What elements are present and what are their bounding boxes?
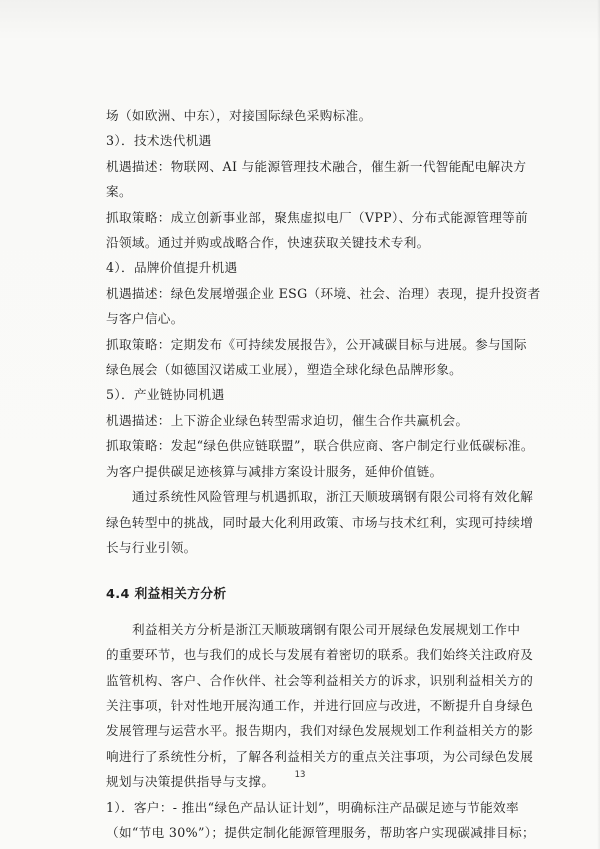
paragraph-line: 沿领域。通过并购或战略合作，快速获取关键技术专利。 xyxy=(106,235,430,251)
section-line: 的重要环节，也与我们的成长与发展有着密切的联系。我们始终关注政府及 xyxy=(106,647,534,663)
paragraph-line: 机遇描述：绿色发展增强企业 ESG（环境、社会、治理）表现，提升投资者 xyxy=(106,285,541,301)
section-line: 响进行了系统性分析，了解各利益相关方的重点关注事项，为公司绿色发展 xyxy=(106,748,534,764)
section-line: 关注事项，针对性地开展沟通工作，并进行回应与改进，不断提升自身绿色 xyxy=(106,697,534,713)
list-heading-brand: 4）．品牌价值提升机遇 xyxy=(106,260,238,276)
paragraph-line: 抓取策略：定期发布《可持续发展报告》，公开减碳目标与进展。参与国际 xyxy=(106,336,527,352)
section-line: 规划与决策提供指导与支撑。 xyxy=(106,774,275,790)
document-body xyxy=(106,103,541,845)
customer-line: （如“节电 30%”）；提供定制化能源管理服务，帮助客户实现碳减排目标； xyxy=(106,824,535,840)
page-number: 13 xyxy=(294,770,306,780)
paragraph-line: 场（如欧洲、中东），对接国际绿色采购标准。 xyxy=(106,108,372,123)
list-heading-supply-chain: 5）．产业链协同机遇 xyxy=(106,387,225,403)
customer-line: 1）．客户：- 推出“绿色产品认证计划”，明确标注产品碳足迹与节能效率 xyxy=(106,799,519,815)
paragraph-line: 机遇描述：物联网、AI 与能源管理技术融合，催生新一代智能配电解决方 xyxy=(106,158,527,174)
section-line: 监管机构、客户、合作伙伴、社会等利益相关方的诉求，识别利益相关方的 xyxy=(106,672,534,688)
summary-line: 长与行业引领。 xyxy=(106,539,197,555)
list-heading-tech: 3）．技术迭代机遇 xyxy=(106,133,212,149)
summary-line: 绿色转型中的挑战，同时最大化利用政策、市场与技术红利，实现可持续增 xyxy=(106,514,534,530)
paragraph-line: 案。 xyxy=(106,184,132,200)
summary-line: 通过系统性风险管理与机遇抓取，浙江天顺玻璃钢有限公司将有效化解 xyxy=(132,489,534,505)
section-heading: 4.4 利益相关方分析 xyxy=(106,587,227,603)
paragraph-line: 抓取策略：发起“绿色供应链联盟”，联合供应商、客户制定行业低碳标准。 xyxy=(106,438,534,454)
section-line: 发展管理与运营水平。报告期内，我们对绿色发展规划工作利益相关方的影 xyxy=(106,723,534,739)
paragraph-line: 与客户信心。 xyxy=(106,311,184,327)
paragraph-line: 绿色展会（如德国汉诺威工业展），塑造全球化绿色品牌形象。 xyxy=(106,362,463,378)
section-line: 利益相关方分析是浙江天顺玻璃钢有限公司开展绿色发展规划工作中 xyxy=(132,621,521,637)
paragraph-line: 为客户提供碳足迹核算与减排方案设计服务，延伸价值链。 xyxy=(106,463,443,479)
paragraph-line: 抓取策略：成立创新事业部，聚焦虚拟电厂（VPP）、分布式能源管理等前 xyxy=(106,209,529,225)
paragraph-line: 机遇描述：上下游企业绿色转型需求迫切，催生合作共赢机会。 xyxy=(106,412,469,428)
